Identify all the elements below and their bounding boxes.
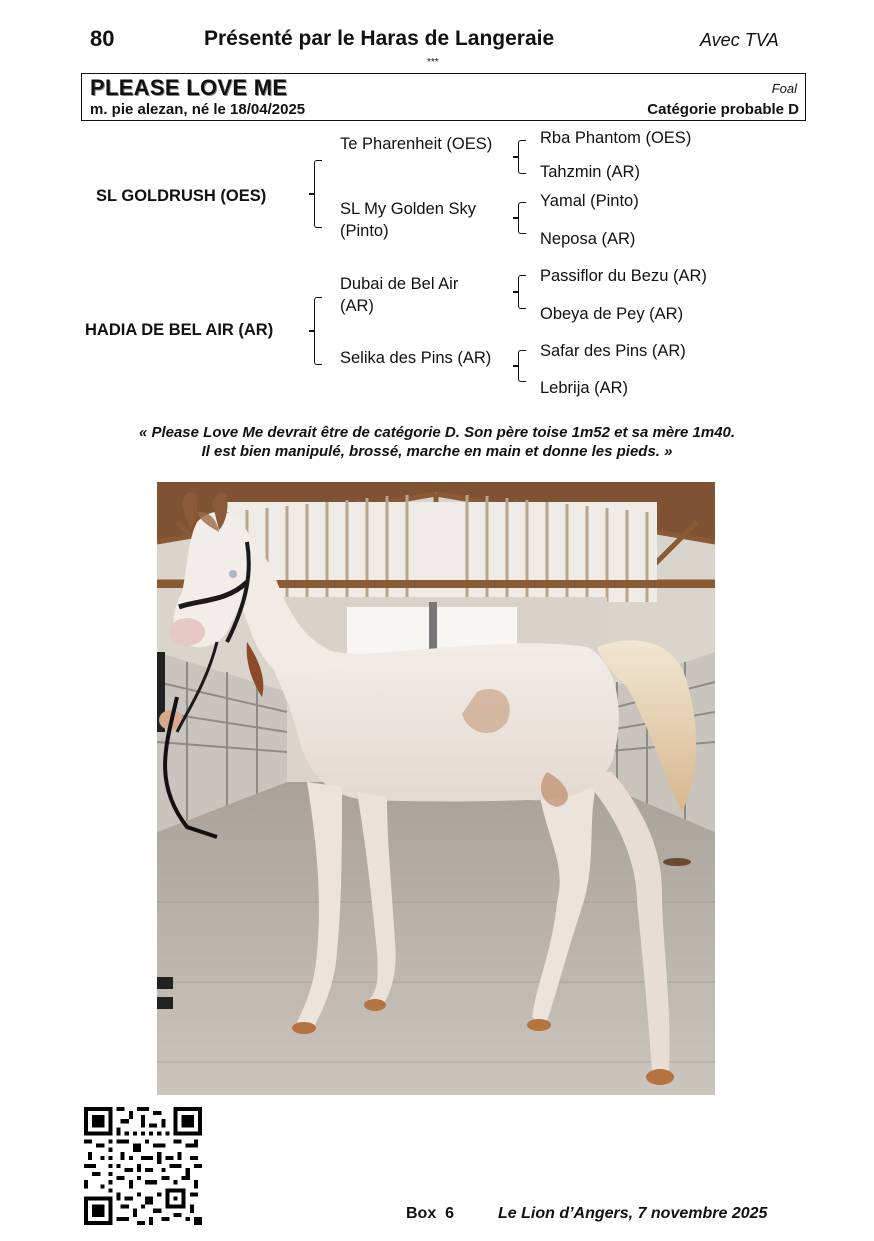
horse-category: Catégorie probable D [647,101,799,118]
pedigree-ds-dam: Obeya de Pey (AR) [540,305,684,323]
pedigree-sd-sire: Yamal (Pinto) [540,192,639,210]
pedigree-sire-sire: Te Pharenheit (OES) [340,135,493,153]
sale-place-date: Le Lion d’Angers, 7 novembre 2025 [498,1205,768,1222]
horse-header-box [81,73,806,121]
horse-photo [157,482,715,1095]
stall-box: Box 6 [406,1205,455,1222]
pedigree-bracket-tick [513,156,518,158]
horse-type: Foal [771,81,797,96]
tax-note: Avec TVA [700,30,779,50]
pedigree-bracket-tick [309,193,314,195]
horse-description: m. pie alezan, né le 18/04/2025 [90,101,306,118]
pedigree-bracket [518,202,526,234]
pedigree-sire-dam: SL My Golden Sky (Pinto) [340,200,477,240]
presenter-title: Présenté par le Haras de Langeraie [204,27,555,50]
separator-stars: *** [427,57,439,68]
pedigree-bracket-tick [513,217,518,219]
pedigree-dam: HADIA DE BEL AIR (AR) [85,321,274,339]
pedigree-bracket [518,350,526,382]
pedigree-bracket-tick [513,291,518,293]
pedigree-sire: SL GOLDRUSH (OES) [96,187,267,205]
pedigree-dd-sire: Safar des Pins (AR) [540,342,686,360]
seller-quote-line-2: Il est bien manipulé, brossé, marche en main et donne les pieds. » [201,443,673,460]
pedigree-ds-sire: Passiflor du Bezu (AR) [540,267,707,285]
pedigree-dd-dam: Lebrija (AR) [540,379,629,397]
pedigree-bracket [518,140,526,174]
pedigree-bracket [314,160,322,228]
pedigree-bracket [518,275,526,309]
pedigree-ss-sire: Rba Phantom (OES) [540,129,692,147]
qr-code[interactable] [84,1107,202,1225]
horse-name: PLEASE LOVE ME [90,75,288,100]
pedigree-bracket-tick [513,365,518,367]
pedigree-ss-dam: Tahzmin (AR) [540,163,640,181]
pedigree-dam-sire: Dubai de Bel Air (AR) [340,275,459,315]
seller-quote-line-1: « Please Love Me devrait être de catégorie D. Son père toise 1m52 et sa mère 1m40. [138,424,736,441]
pedigree-bracket [314,297,322,365]
pedigree-bracket-tick [309,330,314,332]
pedigree-sd-dam: Neposa (AR) [540,230,636,248]
pedigree-dam-dam: Selika des Pins (AR) [340,349,492,367]
lot-number: 80 [90,26,115,51]
